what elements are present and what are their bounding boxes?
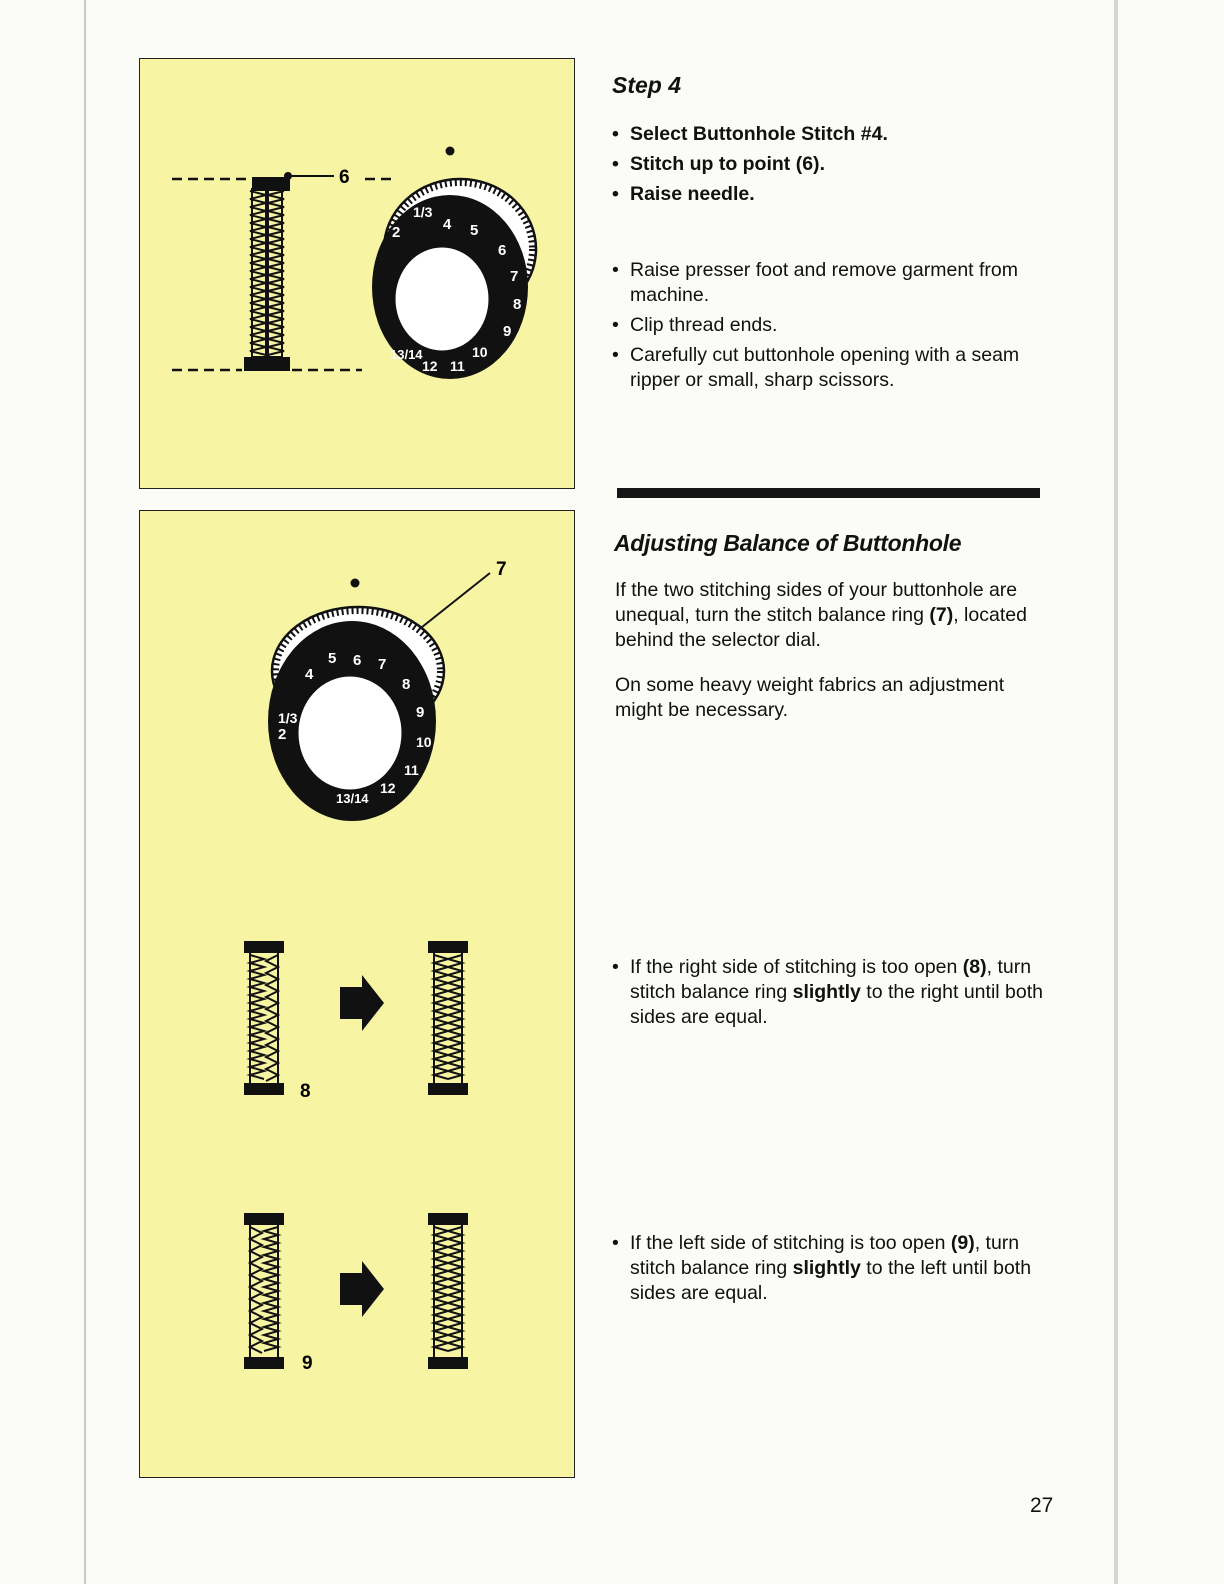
dial-number: 7 <box>510 268 519 285</box>
dial-number: 2 <box>392 224 401 241</box>
dial-number: 6 <box>498 242 507 259</box>
dial-number: 12 <box>380 780 396 796</box>
list-item: • If the left side of stitching is too open (9), turn stitch balance ring slightly to the left until both sides are equal. <box>612 1231 1037 1306</box>
arrow-right-icon <box>340 1261 384 1317</box>
right-open-instruction <box>612 955 1052 1035</box>
dial-number: 4 <box>305 666 314 683</box>
indicator-dot <box>446 147 455 156</box>
balance-ring-dial-icon <box>268 607 444 821</box>
arrow-right-icon <box>340 975 384 1031</box>
figure-balance-panel <box>139 510 575 1478</box>
list-item: • Carefully cut buttonhole opening with a seam ripper or small, sharp scissors. <box>612 343 1037 393</box>
dial-number: 10 <box>472 344 488 360</box>
buttonhole-left-open <box>244 1213 284 1369</box>
dial-number: 1/3 <box>413 204 433 220</box>
buttonhole-balanced <box>428 941 468 1095</box>
selector-dial-icon <box>372 179 536 379</box>
step-title: Step 4 <box>612 72 682 98</box>
buttonhole-right-open <box>244 941 284 1095</box>
page-edge-left <box>84 0 86 1584</box>
dial-number: 5 <box>470 222 479 239</box>
buttonhole-illustration <box>244 177 290 371</box>
dial-number: 13/14 <box>336 791 369 806</box>
section-heading: Adjusting Balance of Buttonhole <box>614 530 962 556</box>
list-item: • If the right side of stitching is too open (8), turn stitch balance ring slightly to the right until both sides are equal. <box>612 955 1052 1030</box>
dial-number: 6 <box>353 652 362 669</box>
left-open-instruction <box>612 1231 1037 1311</box>
list-item: • Clip thread ends. <box>612 313 1037 338</box>
dial-number: 7 <box>378 656 387 673</box>
buttonhole-balanced <box>428 1213 468 1369</box>
label-9: 9 <box>302 1353 313 1374</box>
dial-number: 10 <box>416 734 432 750</box>
step-instructions <box>612 122 1052 212</box>
list-item: • Raise presser foot and remove garment from machine. <box>612 258 1037 308</box>
dial-number: 11 <box>404 762 419 778</box>
leader-line <box>412 573 490 635</box>
figure-step4 <box>140 59 574 488</box>
indicator-dot <box>351 579 360 588</box>
dial-number: 8 <box>513 296 522 313</box>
list-item: • Select Buttonhole Stitch #4. <box>612 122 1052 147</box>
figure-step4-panel <box>139 58 575 489</box>
label-7: 7 <box>496 559 507 580</box>
dial-number: 13/14 <box>390 347 423 362</box>
dial-number: 12 <box>422 358 438 374</box>
label-8: 8 <box>300 1081 311 1102</box>
dial-number: 4 <box>443 216 452 233</box>
finish-instructions <box>612 258 1037 398</box>
dial-number: 2 <box>278 726 287 743</box>
paragraph: On some heavy weight fabrics an adjustment might be necessary. <box>615 674 1005 721</box>
page-edge-right <box>1114 0 1118 1584</box>
page-number: 27 <box>1030 1494 1054 1517</box>
dial-number: 9 <box>416 704 425 721</box>
needle-point <box>284 172 292 180</box>
dial-number: 9 <box>503 323 512 340</box>
dial-number: 5 <box>328 650 337 667</box>
balance-intro <box>615 578 1047 723</box>
dial-number: 1/3 <box>278 710 298 726</box>
dial-number: 8 <box>402 676 411 693</box>
list-item: • Stitch up to point (6). <box>612 152 1052 177</box>
label-6: 6 <box>339 167 350 188</box>
figure-balance <box>140 511 574 1477</box>
dial-number: 11 <box>450 358 465 374</box>
section-divider <box>617 488 1040 498</box>
list-item: • Raise needle. <box>612 182 1052 207</box>
paragraph: If the two stitching sides of your buttonhole are unequal, turn the stitch balance ring (7), located behind the selector dial. <box>615 579 1027 651</box>
